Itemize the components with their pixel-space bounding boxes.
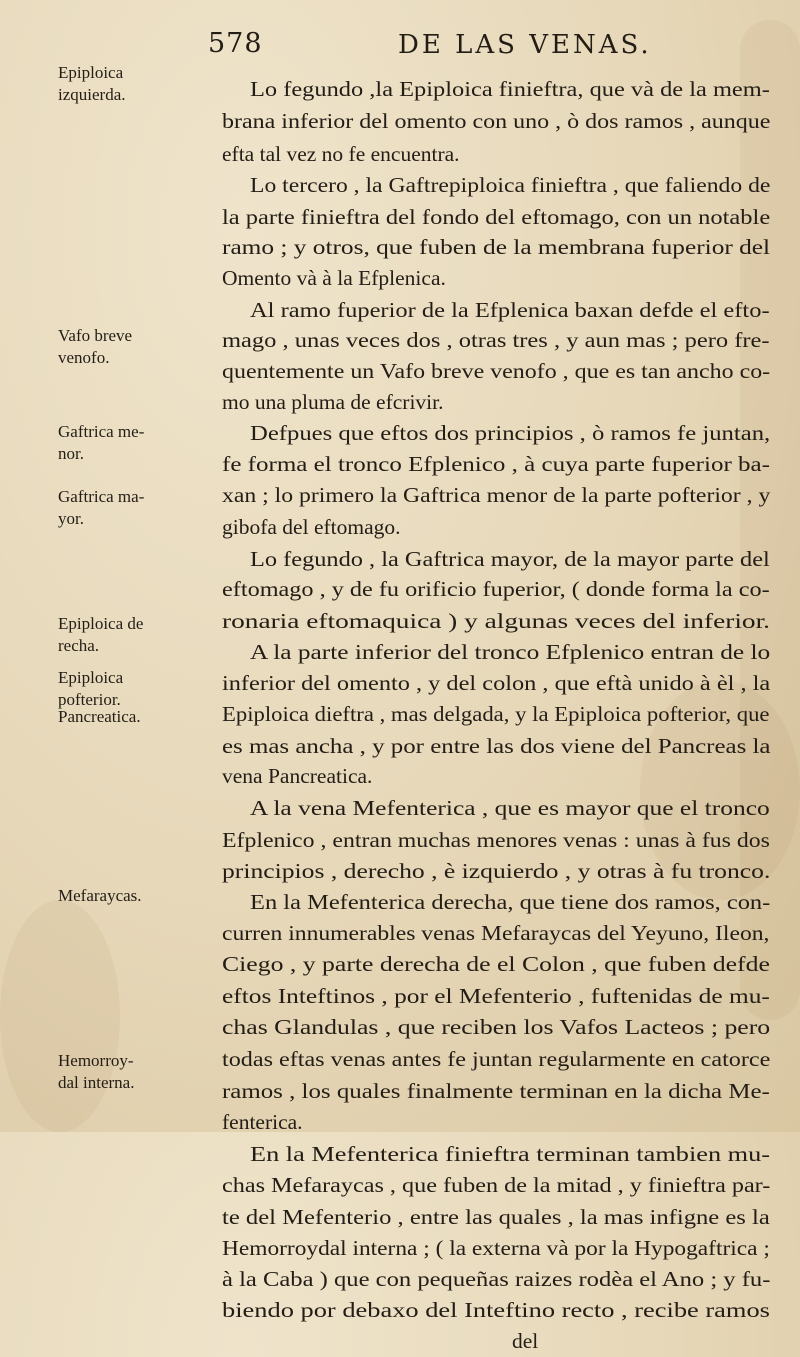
text-line: Efplenico , entran muchas menores venas : unas à fus dos	[222, 828, 770, 852]
text-line: mo una pluma de efcrivir.	[222, 390, 444, 414]
text-line: te del Mefenterio , entre las quales , la mas infigne es la	[222, 1205, 770, 1229]
text-line: inferior del omento , y del colon , que eftà unido à èl , la	[222, 671, 771, 695]
text-line: chas Mefaraycas , que fuben de la mitad , y finieftra par-	[222, 1173, 771, 1197]
margin-note-line: Vafo breve	[58, 326, 133, 345]
text-line: efta tal vez no fe encuentra.	[222, 142, 460, 166]
margin-note-line: recha.	[58, 636, 100, 655]
text-line: eftomago , y de fu orificio fuperior, ( donde forma la co-	[222, 577, 770, 601]
text-line: Lo fegundo ,la Epiploica finieftra, que và de la mem-	[250, 77, 770, 101]
text-line: gibofa del eftomago.	[222, 515, 401, 539]
margin-note-line: Epiploica	[58, 63, 124, 82]
margin-note-line: Epiploica de	[58, 614, 144, 633]
text-line: Lo fegundo , la Gaftrica mayor, de la mayor parte del	[250, 547, 770, 571]
text-line: Epiploica dieftra , mas delgada, y la Epiploica pofterior, que	[222, 702, 770, 726]
text-line: ronaria eftomaquica ) y algunas veces del inferior.	[222, 609, 771, 633]
margin-note-line: nor.	[58, 444, 84, 463]
margin-note-line: Hemorroy-	[58, 1051, 134, 1070]
text-line: chas Glandulas , que reciben los Vafos Lacteos ; pero	[222, 1015, 771, 1039]
text-line: principios , derecho , è izquierdo , y otras à fu tronco.	[222, 859, 771, 883]
text-line: A la vena Mefenterica , que es mayor que el tronco	[250, 796, 770, 820]
text-line: biendo por debaxo del Inteftino recto , recibe ramos	[222, 1298, 770, 1322]
page-number: 578	[208, 28, 263, 59]
text-line: ramos , los quales finalmente terminan en la dicha Me-	[222, 1079, 770, 1103]
margin-note-line: dal interna.	[58, 1073, 135, 1092]
text-line: xan ; lo primero la Gaftrica menor de la parte pofterior , y	[222, 483, 771, 507]
margin-note-line: Pancreatica.	[58, 707, 141, 726]
text-line: mago , unas veces dos , otras tres , y aun mas ; pero fre-	[222, 328, 770, 352]
text-line: fenterica.	[222, 1110, 303, 1134]
text-line: quentemente un Vafo breve venofo , que es tan ancho co-	[222, 359, 771, 383]
text-line: eftos Inteftinos , por el Mefenterio , fuftenidas de mu-	[222, 984, 770, 1008]
margin-note-line: izquierda.	[58, 85, 126, 104]
text-line: ramo ; y otros, que fuben de la membrana fuperior del	[222, 235, 771, 259]
margin-note-line: venofo.	[58, 348, 110, 367]
text-line: brana inferior del omento con uno , ò dos ramos , aunque	[222, 109, 771, 133]
text-line: la parte finieftra del fondo del eftomago, con un notable	[222, 205, 771, 229]
margin-note-line: Epiploica	[58, 668, 124, 687]
text-line: Al ramo fuperior de la Efplenica baxan defde el efto-	[250, 298, 770, 322]
text-line: Hemorroydal interna ; ( la externa và por la Hypogaftrica ;	[222, 1236, 770, 1260]
margin-note-line: yor.	[58, 509, 84, 528]
text-line: es mas ancha , y por entre las dos viene del Pancreas la	[222, 734, 771, 758]
running-title: DE LAS VENAS.	[398, 30, 652, 60]
text-line: vena Pancreatica.	[222, 764, 373, 788]
margin-note-line: pofterior.	[58, 690, 121, 709]
text-line: curren innumerables venas Mefaraycas del Yeyuno, Ileon,	[222, 921, 770, 945]
margin-note-line: Gaftrica me-	[58, 422, 145, 441]
text-line: Ciego , y parte derecha de el Colon , que fuben defde	[222, 952, 770, 976]
margin-note-line: Gaftrica ma-	[58, 487, 145, 506]
text-line: En la Mefenterica finieftra terminan tambien mu-	[250, 1142, 771, 1166]
text-line: del	[512, 1329, 539, 1353]
margin-note-line: Mefaraycas.	[58, 886, 142, 905]
text-line: fe forma el tronco Efplenico , à cuya parte fuperior ba-	[222, 452, 770, 476]
text-line: Lo tercero , la Gaftrepiploica finieftra , que faliendo de	[250, 173, 771, 197]
text-line: Omento và à la Efplenica.	[222, 266, 446, 290]
text-line: A la parte inferior del tronco Efplenico entran de lo	[250, 640, 771, 664]
text-line: Defpues que eftos dos principios , ò ramos fe juntan,	[250, 421, 771, 445]
text-line: En la Mefenterica derecha, que tiene dos ramos, con-	[250, 890, 771, 914]
text-line: todas eftas venas antes fe juntan regularmente en catorce	[222, 1047, 771, 1071]
text-line: à la Caba ) que con pequeñas raizes rodèa el Ano ; y fu-	[222, 1267, 771, 1291]
